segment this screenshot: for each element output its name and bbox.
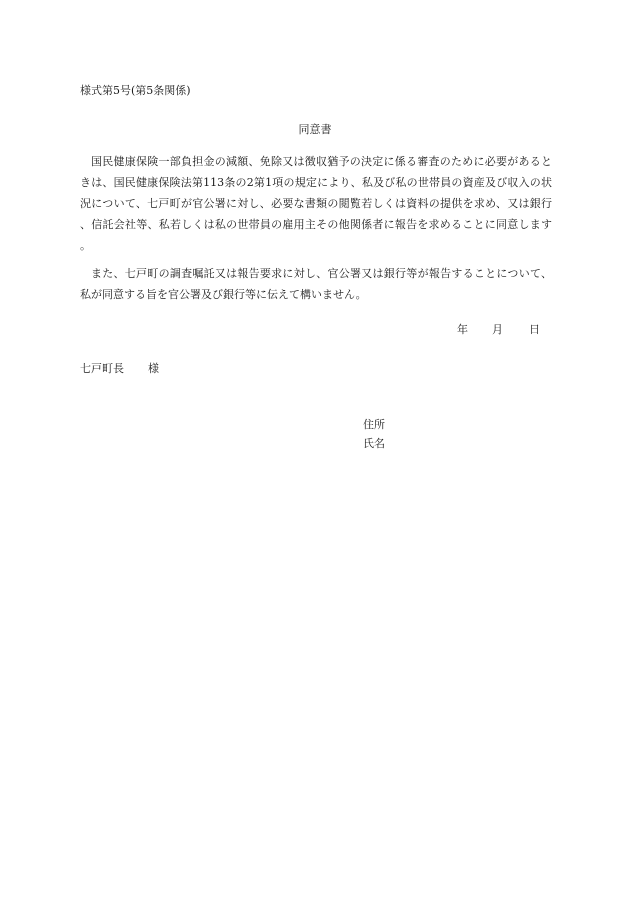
- name-label: 氏名: [363, 437, 385, 450]
- signature-block: [363, 415, 385, 453]
- document-title: 同意書: [298, 123, 332, 136]
- date-year-label: 年: [457, 323, 468, 336]
- consent-paragraph-2: また、七戸町の調査嘱託又は報告要求に対し、官公署又は銀行等が報告することについて、私が同意する旨を官公署及び銀行等に伝えて構いません。: [80, 267, 552, 301]
- date-month-label: 月: [492, 323, 503, 336]
- addressee: [80, 360, 159, 376]
- addressee-name: 七戸町長: [80, 362, 124, 375]
- address-label: 住所: [363, 418, 385, 431]
- consent-paragraph-1: 国民健康保険一部負担金の減額、免除又は徴収猶予の決定に係る審査のために必要があるときは、国民健康保険法第113条の2第1項の規定により、私及び私の世帯員の資産及び収入の状況について、七戸町が官公署に対し、必要な書類の閲覧若しくは資料の提供を求め、又は銀行、信託会社等、私若しくは私の世帯員の雇用主その他関係者に報告を求めることに同意します。: [80, 155, 552, 252]
- date-day-label: 日: [529, 323, 540, 336]
- addressee-honorific: 様: [148, 362, 159, 375]
- form-number: 様式第5号(第5条関係): [80, 84, 191, 97]
- date-line: [457, 321, 540, 337]
